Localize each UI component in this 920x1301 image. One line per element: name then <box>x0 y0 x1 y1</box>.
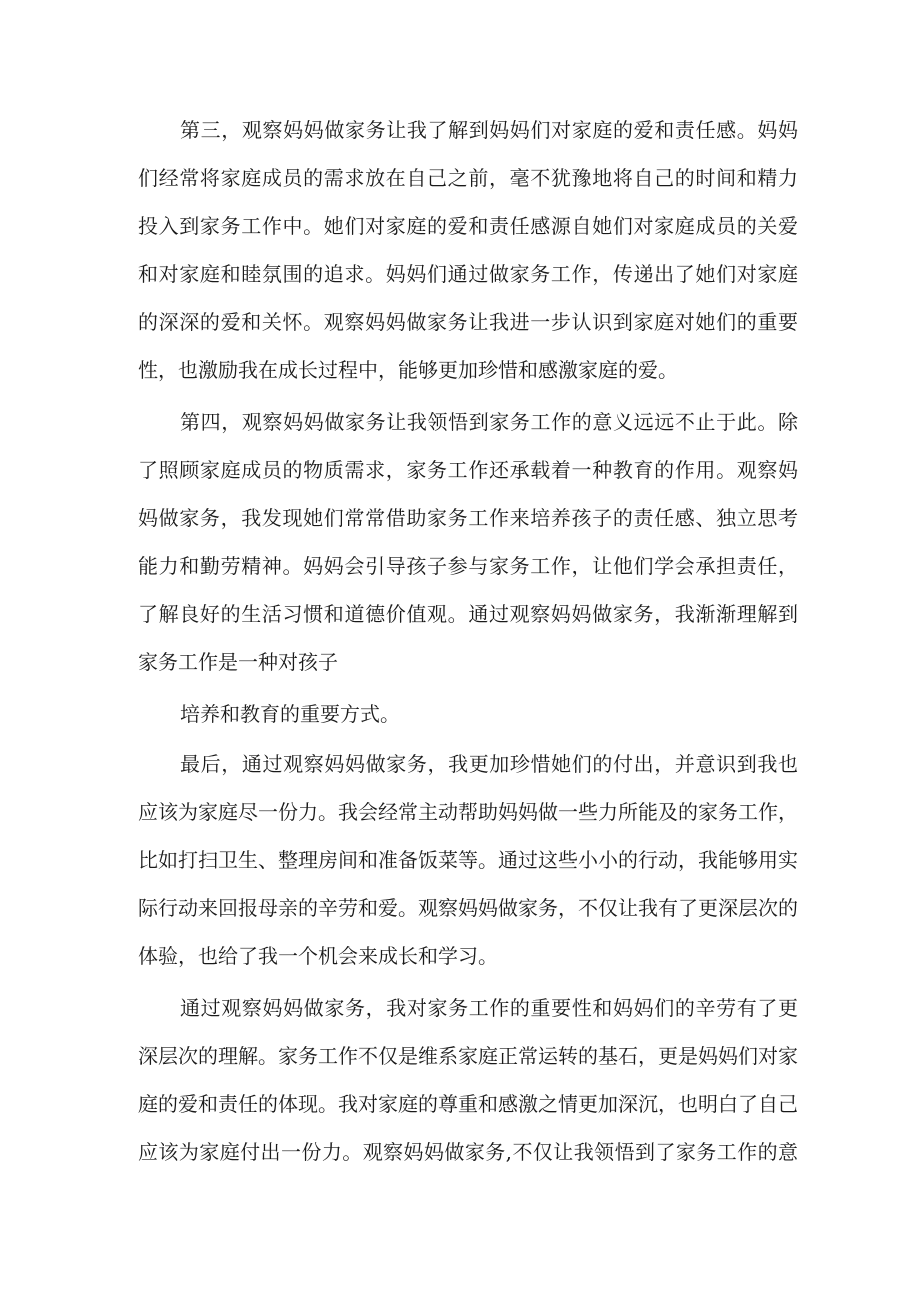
text-line: 了照顾家庭成员的物质需求，家务工作还承载着一种教育的作用。观察妈 <box>138 458 798 482</box>
text-line: 家务工作是一种对孩子 <box>138 650 338 674</box>
text-line: 能力和勤劳精神。妈妈会引导孩子参与家务工作，让他们学会承担责任， <box>138 554 798 578</box>
text-line: 妈做家务，我发现她们常常借助家务工作来培养孩子的责任感、独立思考 <box>138 506 798 530</box>
text-line: 最后，通过观察妈妈做家务，我更加珍惜她们的付出，并意识到我也 <box>180 752 798 776</box>
text-line: 深层次的理解。家务工作不仅是维系家庭正常运转的基石，更是妈妈们对家 <box>138 1044 798 1068</box>
text-line: 性，也激励我在成长过程中，能够更加珍惜和感激家庭的爱。 <box>138 358 678 382</box>
text-line: 应该为家庭付出一份力。观察妈妈做家务,不仅让我领悟到了家务工作的意 <box>138 1140 798 1164</box>
text-line: 投入到家务工作中。她们对家庭的爱和责任感源自她们对家庭成员的关爱 <box>138 214 798 238</box>
text-line: 和对家庭和睦氛围的追求。妈妈们通过做家务工作，传递出了她们对家庭 <box>138 262 798 286</box>
text-line: 培养和教育的重要方式。 <box>180 702 400 726</box>
text-line: 比如打扫卫生、整理房间和准备饭菜等。通过这些小小的行动，我能够用实 <box>138 848 798 872</box>
text-line: 第四，观察妈妈做家务让我领悟到家务工作的意义远远不止于此。除 <box>180 410 798 434</box>
text-line: 际行动来回报母亲的辛劳和爱。观察妈妈做家务，不仅让我有了更深层次的 <box>138 896 798 920</box>
text-line: 庭的爱和责任的体现。我对家庭的尊重和感激之情更加深沉，也明白了自己 <box>138 1092 798 1116</box>
text-line: 通过观察妈妈做家务，我对家务工作的重要性和妈妈们的辛劳有了更 <box>180 996 798 1020</box>
text-line: 了解良好的生活习惯和道德价值观。通过观察妈妈做家务，我渐渐理解到 <box>138 602 798 626</box>
text-line: 体验，也给了我一个机会来成长和学习。 <box>138 944 498 968</box>
text-line: 的深深的爱和关怀。观察妈妈做家务让我进一步认识到家庭对她们的重要 <box>138 310 798 334</box>
text-line: 们经常将家庭成员的需求放在自己之前，毫不犹豫地将自己的时间和精力 <box>138 166 798 190</box>
text-line: 应该为家庭尽一份力。我会经常主动帮助妈妈做一些力所能及的家务工作， <box>138 800 798 824</box>
text-line: 第三，观察妈妈做家务让我了解到妈妈们对家庭的爱和责任感。妈妈 <box>180 118 798 142</box>
